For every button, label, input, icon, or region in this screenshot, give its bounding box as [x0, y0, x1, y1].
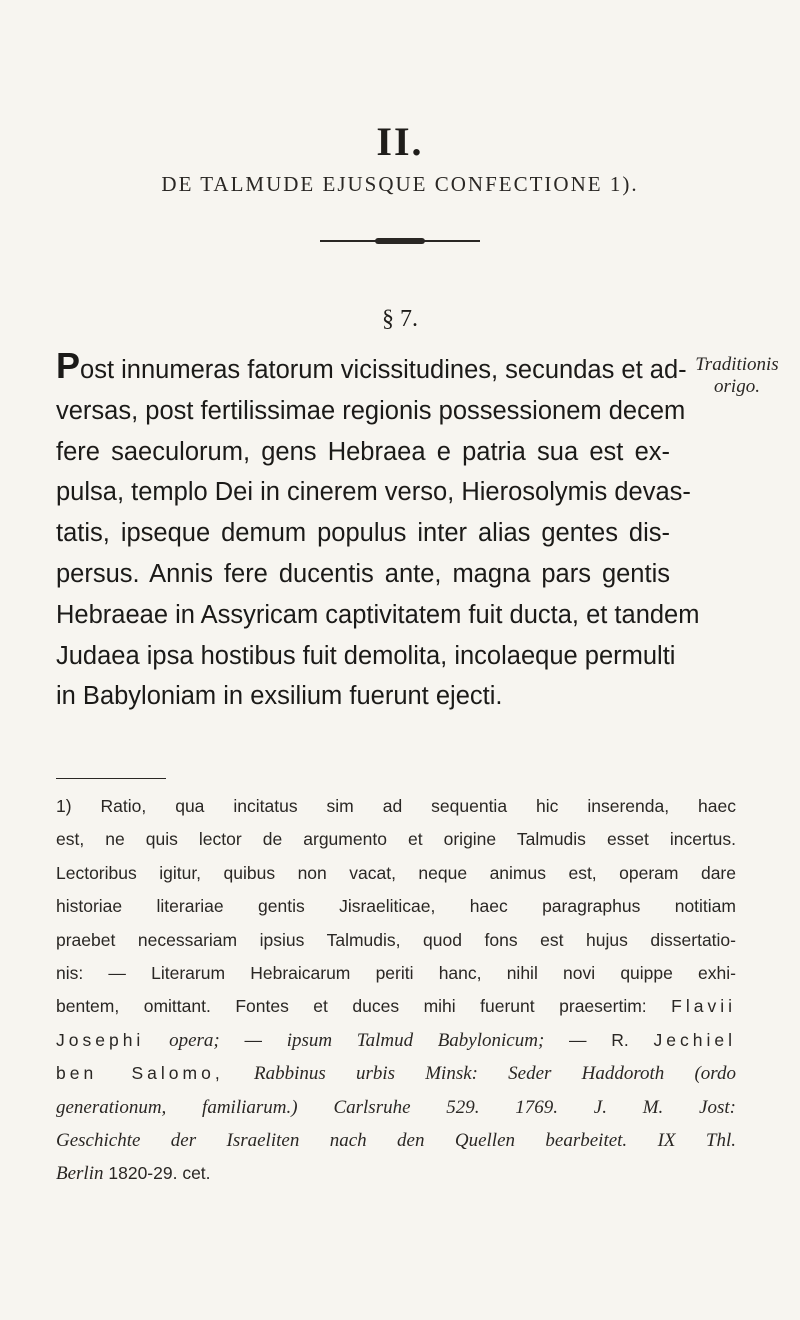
main-paragraph: [56, 345, 700, 717]
chapter-number: II.: [376, 119, 424, 164]
footnote-rule: [56, 778, 166, 779]
footnote-line: historiae literariae gentis Jisraeliticae, haec paragraphus notitiam: [56, 896, 736, 917]
footnote-line: bentem, omittant. Fontes et duces mihi fuerunt praesertim: Flavii: [56, 996, 736, 1017]
drop-initial: P: [56, 345, 81, 386]
footnote-line: praebet necessariam ipsius Talmudis, quod fons est hujus dissertatio-: [56, 929, 736, 950]
footnote-line: nis: — Literarum Hebraicarum periti hanc, nihil novi quippe exhi-: [56, 963, 736, 984]
body-line: pulsa, templo Dei in cinerem verso, Hierosolymis devas-: [56, 478, 691, 507]
ornamental-rule: [320, 240, 480, 242]
footnote-line: generationum, familiarum.) Carlsruhe 529. 1769. J. M. Jost:: [56, 1096, 736, 1118]
body-line: tatis, ipseque demum populus inter alias gentes dis-: [56, 519, 670, 548]
chapter-heading: DE TALMUDE EJUSQUE CONFECTIONE 1).: [161, 172, 639, 196]
body-line: versas, post fertilissimae regionis possessionem decem: [56, 396, 686, 425]
footnote-line: est, ne quis lector de argumento et origine Talmudis esset incertus.: [56, 829, 736, 850]
footnote-line: Geschichte der Israeliten nach den Quellen bearbeitet. IX Thl.: [56, 1130, 736, 1152]
body-line: Hebraeae in Assyricam captivitatem fuit ducta, et tandem: [56, 600, 700, 629]
margin-note: [682, 354, 792, 398]
body-line: Post innumeras fatorum vicissitudines, secundas et ad-: [56, 345, 687, 386]
footnote-line: Berlin 1820-29. cet.: [56, 1163, 211, 1185]
footnote-line: ben Salomo, Rabbinus urbis Minsk: Seder Haddoroth (ordo: [56, 1063, 736, 1085]
footnote-line: Lectoribus igitur, quibus non vacat, neque animus est, operam dare: [56, 862, 736, 883]
body-line: fere saeculorum, gens Hebraea e patria sua est ex-: [56, 437, 670, 466]
footnote-line: Josephi opera; — ipsum Talmud Babylonicum; — R. Jechiel: [56, 1029, 737, 1051]
section-number: § 7.: [382, 306, 418, 332]
footnote: [56, 790, 736, 1191]
margin-note-line-1: Traditionis: [695, 354, 779, 375]
body-line: Judaea ipsa hostibus fuit demolita, incolaeque permulti: [56, 641, 676, 670]
footnote-line: 1) Ratio, qua incitatus sim ad sequentia hic inserenda, haec: [56, 796, 736, 816]
margin-note-line-2: origo.: [714, 376, 760, 397]
body-line: in Babyloniam in exsilium fuerunt ejecti.: [56, 682, 503, 711]
body-line: persus. Annis fere ducentis ante, magna pars gentis: [56, 559, 670, 588]
